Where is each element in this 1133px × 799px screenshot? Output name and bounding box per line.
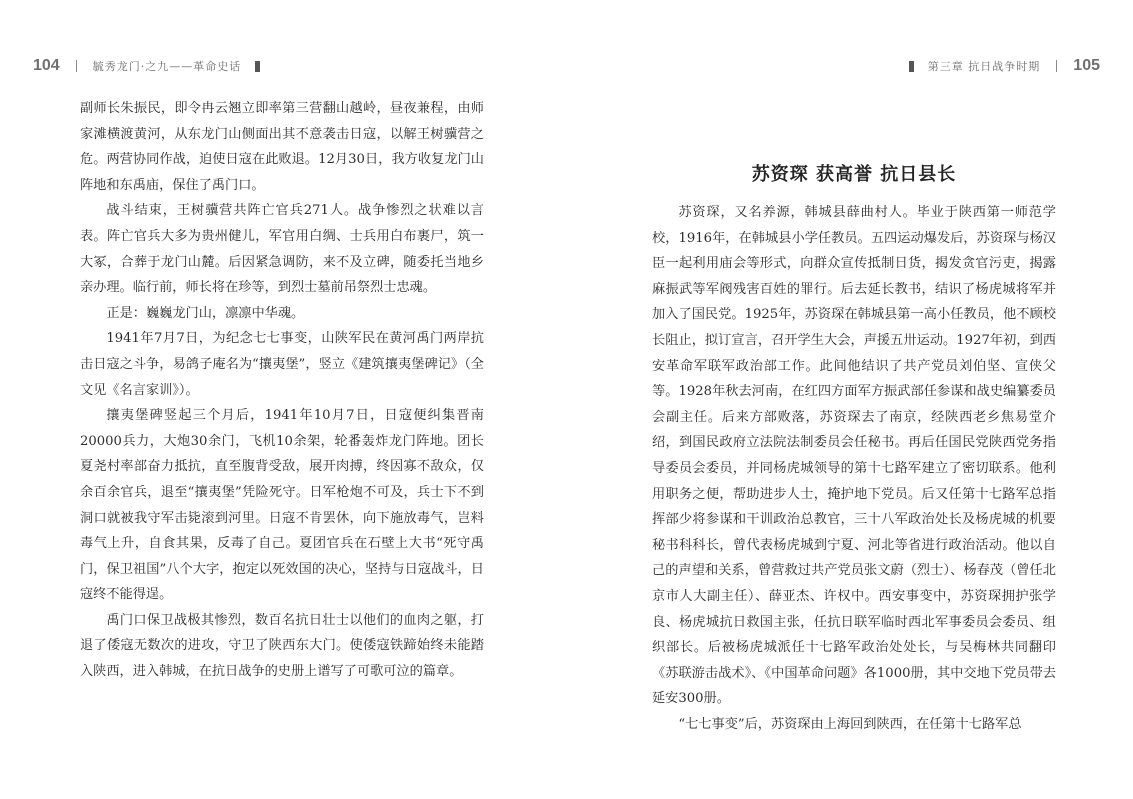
paragraph: 1941年7月7日，为纪念七七事变，山陕军民在黄河禹门两岸抗击日寇之斗争，易鸽子庵名为“攘夷堡”，竖立《建筑攘夷堡碑记》（全文见《名言家训》）。 [80,331,484,398]
paragraph: 苏资琛，又名养源，韩城县薛曲村人。毕业于陕西第一师范学校，1916年，在韩城县小学任教员。五四运动爆发后，苏资琛与杨汉臣一起利用庙会等形式，向群众宣传抵制日货，揭发贪官污吏，揭露麻振武等军阀残害百姓的罪行。后去延长教书，结识了杨虎城将军并加入了国民党。1925年，苏资琛在韩城县第一高小任教员，他不顾校长阻止，拟订宣言，召开学生大会，声援五卅运动。1927年初，到西安革命军联军政治部工作。此间他结识了共产党员刘伯坚、宣侠父等。1928年秋去河南，在红四方面军方振武部任参谋和战史编纂委员会副主任。后来方部败落，苏资琛去了南京，经陕西老乡焦易堂介绍，到国民政府立法院法制委员会任秘书。再后任国民党陕西党务指导委员会委员，并同杨虎城领导的第十七路军建立了密切联系。他利用职务之便，帮助进步人士，掩护地下党员。后又任第十七路军总指挥部少将参谋和干训政治总教官，三十八军政治处长及杨虎城的机要秘书科科长，曾代表杨虎城到宁夏、河北等省进行政治活动。他以自己的声望和关系，曾营救过共产党员张文蔚（烈士）、杨春茂（曾任北京市人大副主任）、薛亚杰、许权中。西安事变中，苏资琛拥护张学良、杨虎城抗日救国主张，任抗日联军临时西北军事委员会委员、组织部长。后被杨虎城派任十七路军政治处处长，与吴梅林共同翻印《苏联游击战术》、《中国革命问题》各1000册，其中交地下党员带去延安300册。 [652,205,1056,707]
paragraph: 战斗结束，王树骥营共阵亡官兵271人。战争惨烈之状难以言表。阵亡官兵大多为贵州健儿，军官用白绸、士兵用白布裹尸，筑一大冢，合葬于龙门山麓。后因紧急调防，来不及立碑，随委托当地乡亲办理。临行前，师长将在珍等，到烈士墓前吊祭烈士忠魂。 [80,203,484,296]
paragraph: 正是：巍巍龙门山，凛凛中华魂。 [106,305,305,321]
header-block-mark [909,61,914,72]
paragraph: 攘夷堡碑竖起三个月后，1941年10月7日，日寇便纠集晋南20000兵力，大炮30余门，飞机10余架，轮番轰炸龙门阵地。团长夏尧村率部奋力抵抗，直至腹背受敌，展开肉搏，终因寡不敌众，仅余百余官兵，退至“攘夷堡”凭险死守。日军枪炮不可及，兵士下不到洞口就被我守军击毙滚到河里。日寇不肯罢休，向下施放毒气，岂料毒气上升，自食其果，反毒了自己。夏团官兵在石壁上大书“死守禹门，保卫祖国”八个大字，抱定以死效国的决心，坚持与日寇战斗，日寇终不能得逞。 [80,408,484,603]
header-block-mark [255,61,260,72]
header-divider [76,60,77,72]
left-page-header [33,54,260,78]
right-page-number: 105 [1073,57,1100,74]
right-page-header [909,54,1100,78]
left-running-title: 毓秀龙门·之九——革命史话 [92,60,242,73]
right-running-title: 第三章 抗日战争时期 [927,60,1041,73]
left-page-body [80,96,484,685]
article-title: 苏资琛 获高誉 抗日县长 [751,164,957,185]
left-page-number: 104 [33,57,60,74]
paragraph: 禹门口保卫战极其惨烈，数百名抗日壮士以他们的血肉之躯，打退了倭寇无数次的进攻，守卫了陕西东大门。使倭寇铁蹄始终未能踏入陕西，进入韩城，在抗日战争的史册上谱写了可歌可泣的篇章。 [80,612,484,680]
paragraph: “七七事变”后，苏资琛由上海回到陕西，在任第十七路军总 [678,716,1022,732]
header-divider [1056,60,1057,72]
right-page-body [652,200,1056,737]
paragraph: 副师长朱振民，即令冉云翘立即率第三营翻山越岭，昼夜兼程，由师家滩横渡黄河，从东龙门山侧面出其不意袭击日寇，以解王树骥营之危。两营协同作战，迫使日寇在此败退。12月30日，我方收复龙门山阵地和东禹庙，保住了禹门口。 [80,101,484,193]
